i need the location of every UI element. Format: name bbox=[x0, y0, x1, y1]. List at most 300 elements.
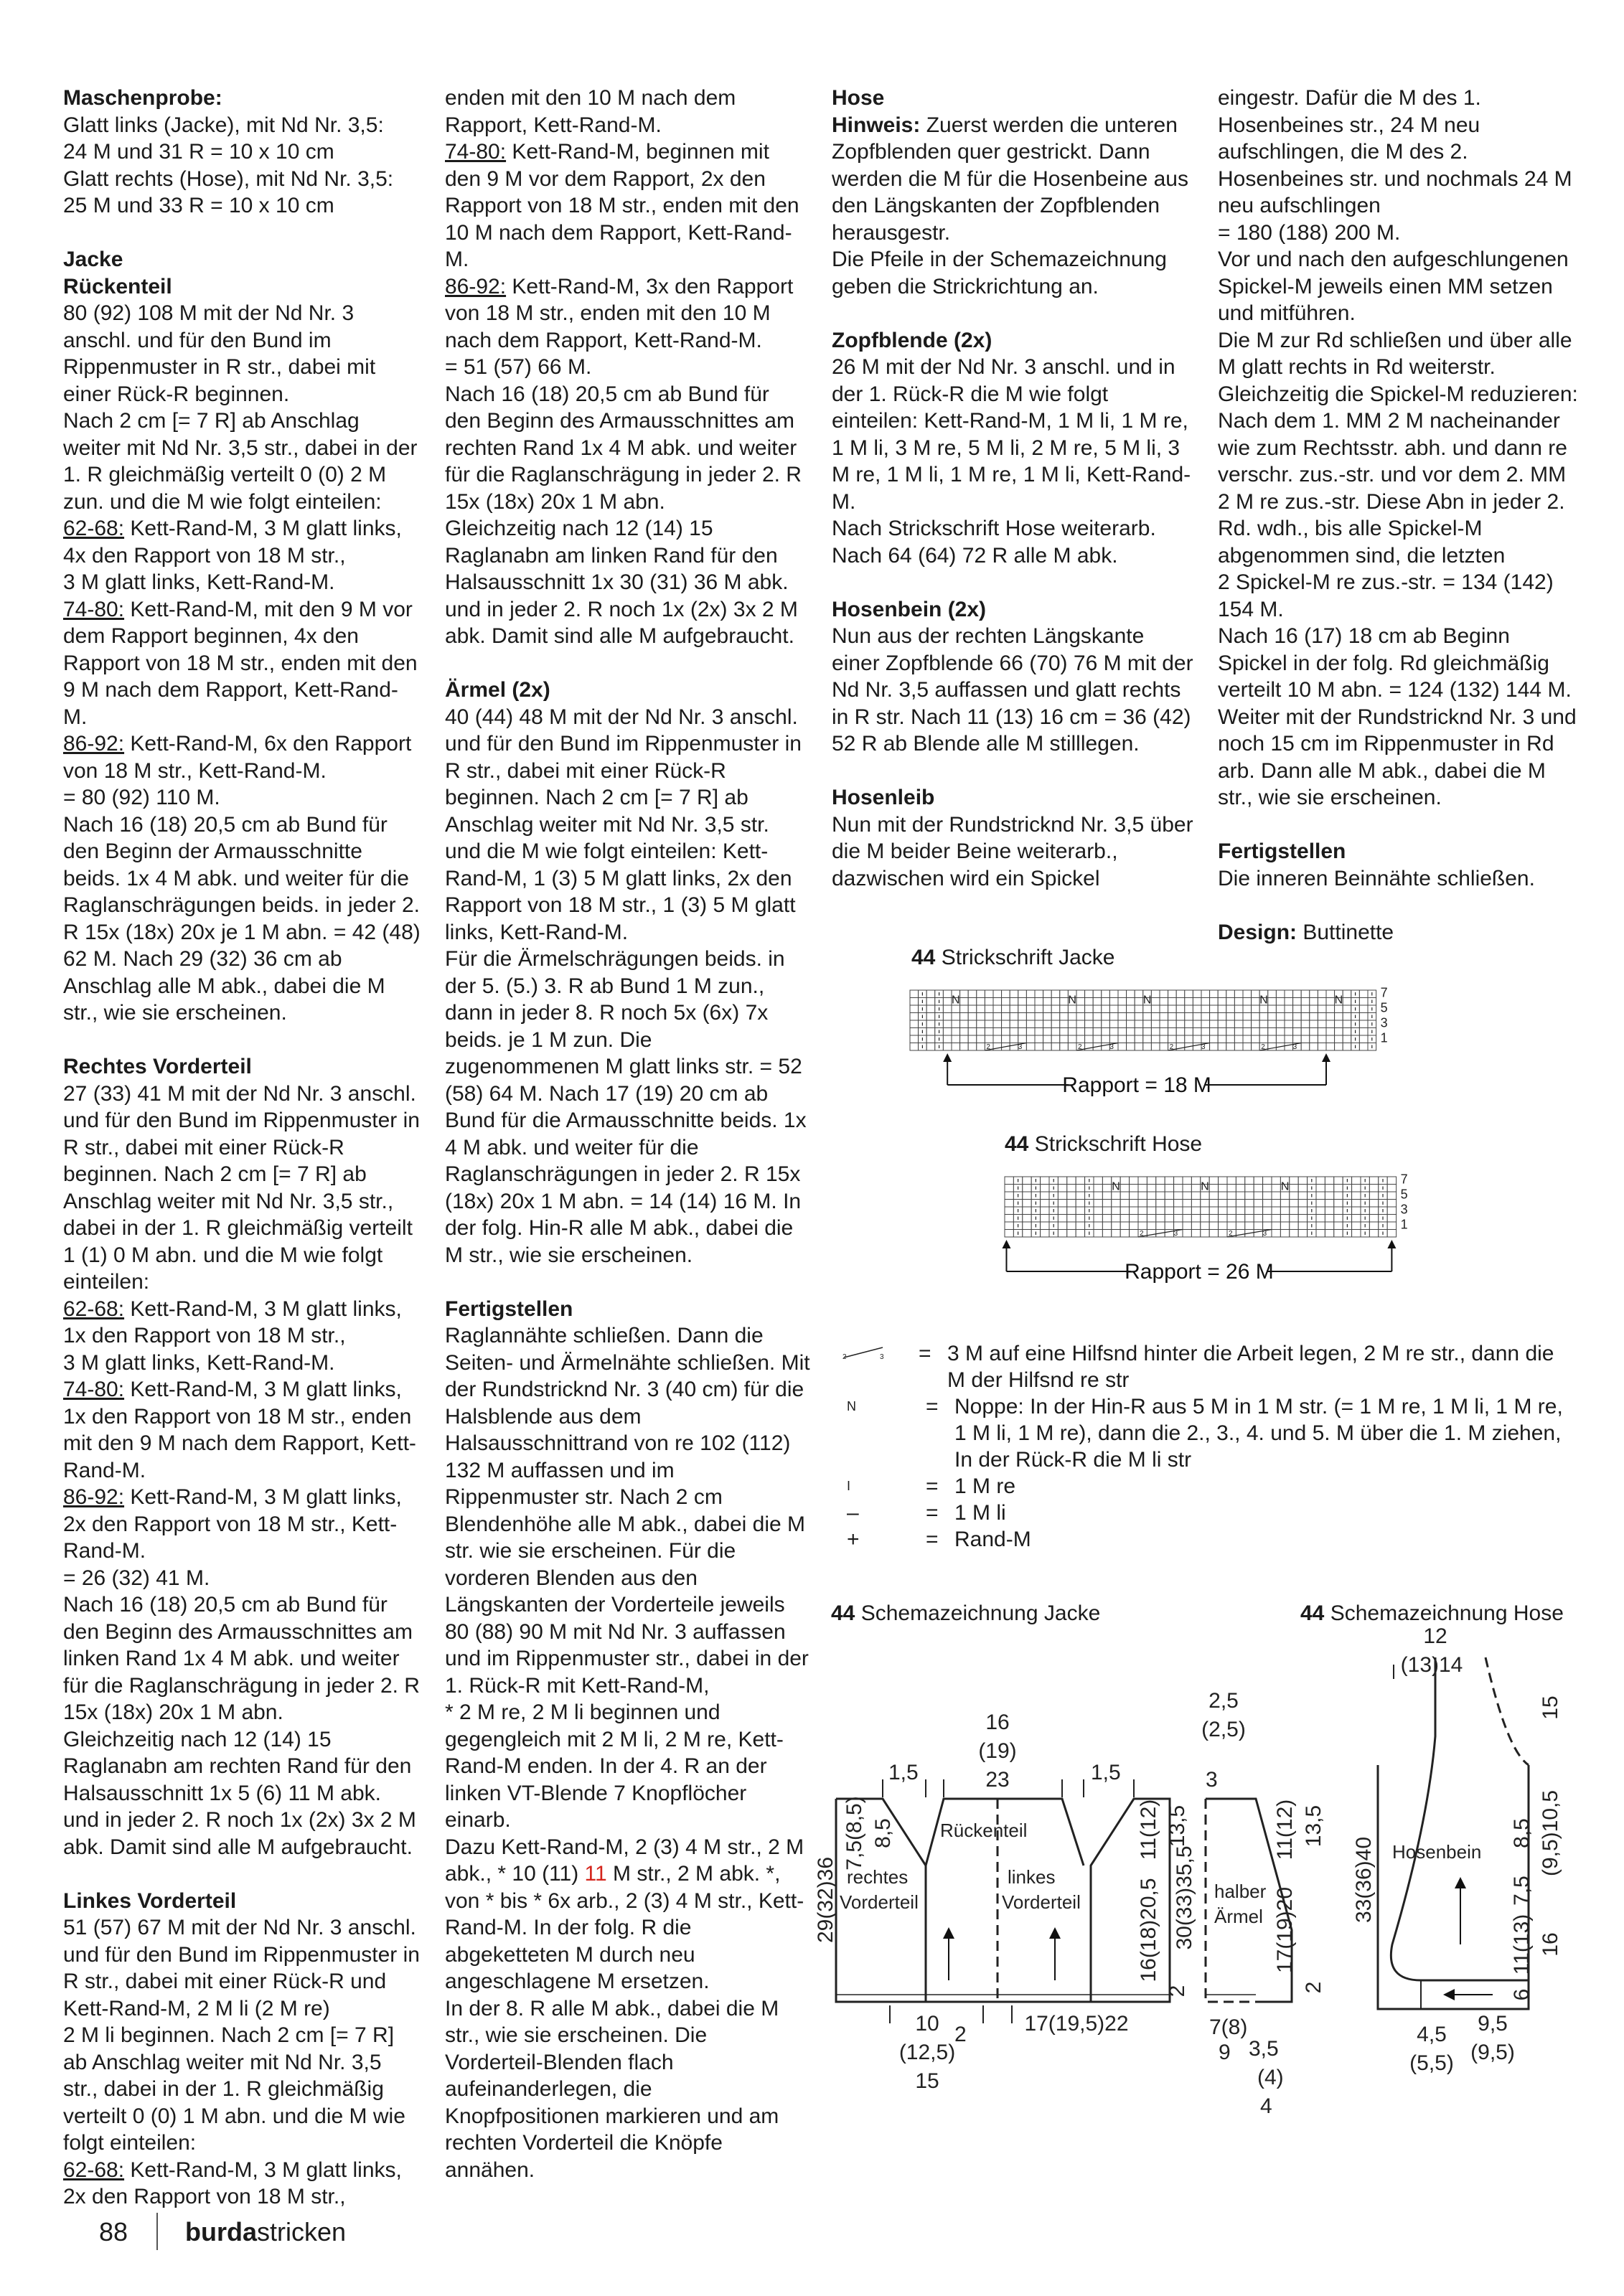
chart-cell bbox=[1094, 1200, 1102, 1208]
chart-cell bbox=[1272, 1230, 1280, 1238]
chart-cell bbox=[1236, 1230, 1244, 1238]
chart-cell bbox=[1243, 990, 1252, 998]
chart-cell bbox=[1102, 1028, 1110, 1036]
dimension-label: (4) bbox=[1257, 2066, 1284, 2089]
chart-cell bbox=[1093, 1005, 1102, 1013]
chart-cell bbox=[1085, 1013, 1094, 1021]
chart-cell bbox=[1218, 1020, 1226, 1028]
chart-cell bbox=[1102, 1185, 1111, 1192]
chart-cell bbox=[1290, 1207, 1298, 1215]
chart-cell bbox=[1147, 1215, 1155, 1223]
chart-cell bbox=[1041, 1207, 1049, 1215]
chart-cell bbox=[1193, 1005, 1201, 1013]
chart-cell bbox=[1209, 1192, 1218, 1200]
chart-cell bbox=[1259, 1028, 1268, 1036]
section-body: Die inneren Beinnähte schließen. bbox=[1218, 866, 1535, 890]
chart-cell bbox=[1263, 1192, 1272, 1200]
chart-cell bbox=[1335, 1028, 1343, 1036]
chart-cell bbox=[1343, 990, 1351, 998]
chart-cell bbox=[1301, 1043, 1310, 1051]
chart-jacke-title: Strickschrift Jacke bbox=[941, 946, 1115, 969]
dimension-label: 23 bbox=[985, 1768, 1010, 1792]
chart-cell bbox=[1183, 1185, 1191, 1192]
chart-cell bbox=[1318, 990, 1326, 998]
chart-cell bbox=[1280, 1192, 1289, 1200]
chart-cell bbox=[1135, 1028, 1143, 1036]
knitting-chart-jacke bbox=[910, 985, 1484, 1105]
section bbox=[445, 85, 811, 650]
noppe-symbol: N bbox=[1259, 994, 1268, 1007]
chart-cell bbox=[1035, 1005, 1043, 1013]
chart-cell bbox=[1176, 998, 1185, 1006]
chart-cell bbox=[1002, 1035, 1010, 1043]
chart-cell bbox=[1109, 1035, 1118, 1043]
chart-cell bbox=[993, 1020, 1002, 1028]
chart-cell bbox=[1290, 1192, 1298, 1200]
chart-cell bbox=[1254, 1192, 1262, 1200]
chart-cell bbox=[1067, 1215, 1076, 1223]
dimension-label: (9,5) bbox=[1470, 2041, 1515, 2064]
chart-cell bbox=[926, 1028, 935, 1036]
chart-cell bbox=[1387, 1177, 1396, 1185]
chart-cell bbox=[1301, 990, 1310, 998]
chart-cell bbox=[1387, 1215, 1396, 1223]
section bbox=[63, 85, 422, 220]
chart-cell bbox=[1076, 1185, 1084, 1192]
leg-outline bbox=[1378, 1765, 1529, 2009]
chart-cell bbox=[1316, 1230, 1325, 1238]
chart-cell bbox=[1176, 1020, 1185, 1028]
chart-cell bbox=[1263, 1185, 1272, 1192]
chart-cell bbox=[1285, 1013, 1293, 1021]
chart-cell bbox=[1387, 1192, 1396, 1200]
cable-label: 3 bbox=[1262, 1230, 1267, 1238]
chart-cell bbox=[1210, 1013, 1219, 1021]
chart-cell bbox=[1093, 1035, 1102, 1043]
chart-cell bbox=[1218, 1043, 1226, 1051]
schematic-jacket bbox=[814, 1643, 1325, 2118]
chart-cell bbox=[1293, 1020, 1302, 1028]
chart-cell bbox=[985, 1005, 993, 1013]
legend-equals: = bbox=[926, 1395, 939, 1418]
page-number: 88 bbox=[99, 2217, 128, 2246]
chart-cell bbox=[1043, 1028, 1052, 1036]
chart-cell bbox=[1005, 1185, 1013, 1192]
chart-cell bbox=[1138, 1215, 1147, 1223]
chart-cell bbox=[1156, 1200, 1165, 1208]
section bbox=[1218, 919, 1584, 946]
chart-cell bbox=[1387, 1207, 1396, 1215]
chart-cell bbox=[968, 998, 977, 1006]
chart-cell bbox=[1185, 1005, 1193, 1013]
chart-cell bbox=[1156, 1177, 1165, 1185]
section-body: 26 M mit der Nd Nr. 3 anschl. und in der 1. Rück-R die M wie folgt einteilen: Kett-Rand-M, 1 M li, 1 M re, 1 M li, 3 M re, 5 M li, 2 M re, 5 M li, 3 M re, 1 M li, 1 M re, 1 M li, Kett-Rand-M. Nach Strickschrift Hose weiterarb. Nach 64 (64) 72 R alle M abk. bbox=[832, 355, 1191, 568]
chart-cell bbox=[1151, 998, 1160, 1006]
chart-cell bbox=[910, 1043, 919, 1051]
chart-cell bbox=[1041, 1192, 1049, 1200]
chart-cell bbox=[1326, 1013, 1335, 1021]
chart-cell bbox=[1325, 1230, 1333, 1238]
chart-cell bbox=[1218, 1028, 1226, 1036]
section-body: Glatt links (Jacke), mit Nd Nr. 3,5: 24 M und 31 R = 10 x 10 cm Glatt rechts (Hose), mit Nd Nr. 3,5: 25 M und 33 R = 10 x 10 cm bbox=[63, 113, 394, 217]
chart-cell bbox=[1310, 990, 1318, 998]
chart-cell bbox=[1041, 1185, 1049, 1192]
chart-cell bbox=[1093, 1013, 1102, 1021]
chart-cell bbox=[1060, 1020, 1069, 1028]
rapport-arrow bbox=[943, 1053, 952, 1062]
chart-cell bbox=[1276, 1020, 1285, 1028]
chart-cell bbox=[1326, 1005, 1335, 1013]
label-linkes-vorderteil: Vorderteil bbox=[1002, 1891, 1081, 1913]
chart-cell bbox=[1174, 1215, 1183, 1223]
chart-cell bbox=[1290, 1230, 1298, 1238]
section-heading: Fertigstellen bbox=[445, 1297, 573, 1321]
footer-divider bbox=[156, 2213, 158, 2250]
chart-cell bbox=[1138, 1185, 1147, 1192]
chart-cell bbox=[1058, 1192, 1066, 1200]
chart-cell bbox=[1245, 1177, 1254, 1185]
chart-cell bbox=[1138, 1200, 1147, 1208]
chart-cell bbox=[1252, 1028, 1260, 1036]
dimension-label: 9,5 bbox=[1478, 2012, 1508, 2036]
chart-cell bbox=[1094, 1207, 1102, 1215]
chart-cell bbox=[1234, 998, 1243, 1006]
chart-cell bbox=[1263, 1222, 1272, 1230]
chart-cell bbox=[1023, 1207, 1031, 1215]
legend-row bbox=[840, 1500, 1572, 1526]
chart-cell bbox=[1151, 1035, 1160, 1043]
chart-cell bbox=[1234, 1005, 1243, 1013]
chart-cell bbox=[1193, 1028, 1201, 1036]
row-label: 7 bbox=[1400, 1172, 1408, 1187]
chart-cell bbox=[1298, 1192, 1307, 1200]
chart-cell bbox=[1218, 1005, 1226, 1013]
legend-text: Rand-M bbox=[954, 1528, 1031, 1551]
chart-cell bbox=[1109, 1005, 1118, 1013]
chart-cell bbox=[1369, 1177, 1378, 1185]
chart-cell bbox=[1143, 1035, 1152, 1043]
chart-cell bbox=[1120, 1192, 1129, 1200]
chart-cell bbox=[1298, 1200, 1307, 1208]
chart-cell bbox=[1326, 1028, 1335, 1036]
chart-cell bbox=[1051, 1005, 1060, 1013]
chart-cell bbox=[1118, 1028, 1127, 1036]
chart-cell bbox=[1298, 1230, 1307, 1238]
legend-text: 1 M re bbox=[954, 1474, 1016, 1498]
dimension-label: (5,5) bbox=[1409, 2051, 1454, 2075]
chart-cell bbox=[1272, 1222, 1280, 1230]
chart-cell bbox=[1352, 1222, 1361, 1230]
chart-cell bbox=[1120, 1230, 1129, 1238]
schema-hose-title: Schemazeichnung Hose bbox=[1330, 1601, 1564, 1625]
chart-cell bbox=[1010, 1020, 1018, 1028]
chart-cell bbox=[1058, 1207, 1066, 1215]
dimension-label: 16 bbox=[1539, 1932, 1562, 1957]
chart-cell bbox=[1318, 1005, 1326, 1013]
chart-cell bbox=[1352, 1185, 1361, 1192]
chart-cell bbox=[1272, 1192, 1280, 1200]
chart-cell bbox=[1227, 1185, 1236, 1192]
row-label: 5 bbox=[1380, 1000, 1388, 1015]
chart-cell bbox=[1174, 1222, 1183, 1230]
chart-cell bbox=[1160, 1028, 1168, 1036]
chart-cell bbox=[1076, 1215, 1084, 1223]
rapport-label: Rapport = 18 M bbox=[1062, 1073, 1211, 1097]
label-halber-aermel: halber bbox=[1214, 1881, 1267, 1902]
chart-cell bbox=[1325, 1192, 1333, 1200]
chart-cell bbox=[1102, 1192, 1111, 1200]
dimension-label: 8,5 bbox=[871, 1818, 895, 1848]
dimension-label: 4 bbox=[1260, 2094, 1272, 2118]
chart-cell bbox=[1276, 1005, 1285, 1013]
chart-cell bbox=[1058, 1230, 1066, 1238]
chart-cell bbox=[1168, 1013, 1177, 1021]
chart-cell bbox=[1035, 998, 1043, 1006]
chart-cell bbox=[1168, 1005, 1177, 1013]
chart-cell bbox=[1290, 1177, 1298, 1185]
chart-cell bbox=[993, 1013, 1002, 1021]
chart-cell bbox=[1201, 1230, 1209, 1238]
chart-cell bbox=[1369, 1200, 1378, 1208]
chart-jacke-number: 44 bbox=[911, 946, 936, 969]
chart-hose-number: 44 bbox=[1005, 1132, 1029, 1156]
legend-row bbox=[840, 1526, 1572, 1553]
chart-cell bbox=[1143, 1013, 1152, 1021]
dimension-label: 29(32)36 bbox=[814, 1856, 837, 1944]
chart-cell bbox=[1236, 1200, 1244, 1208]
chart-cell bbox=[960, 1028, 969, 1036]
chart-cell bbox=[1165, 1230, 1173, 1238]
dimension-label: 11(12) bbox=[1273, 1799, 1297, 1860]
chart-cell bbox=[1051, 998, 1060, 1006]
chart-cell bbox=[1285, 998, 1293, 1006]
chart-cell bbox=[1147, 1230, 1155, 1238]
dimension-label: 2,5 bbox=[1208, 1689, 1239, 1713]
chart-cell bbox=[1316, 1222, 1325, 1230]
chart-cell bbox=[1191, 1222, 1200, 1230]
chart-cell bbox=[1127, 998, 1135, 1006]
chart-cell bbox=[968, 1013, 977, 1021]
section-body: 27 (33) 41 M mit der Nd Nr. 3 anschl. und für den Bund im Rippenmuster in R str., dabei mit einer Rück-R beginnen. Nach 2 cm [= 7 R] ab Anschlag weiter mit Nd Nr. 3,5 str., dabei in der 1. R gleichmäßig verteilt 1 (1) 0 M abn. und die M wie folgt einteilen: 62-68: Kett-Rand-M, 3 M glatt links, 1x den Rapport von 18 M str., 3 M glatt links, Kett-Rand-M. 74-80: Kett-Rand-M, 3 M glatt links, 1x den Rapport von 18 M str., enden mit den 9 M nach dem Rapport, Kett-Rand-M. 86-92: Kett-Rand-M, 3 M glatt links, 2x den Rapport von 18 M str., Kett-Rand-M. = 26 (32) 41 M. Nach 16 (18) 20,5 cm ab Bund für den Beginn des Armausschnittes am linken Rand 1x 4 M abk. und weiter für die Raglanschrägung in jeder 2. R 15x (18x) 20x 1 M abn. Gleichzeitig nach 12 (14) 15 Raglanabn am rechten Rand für den Halsausschnitt 1x 5 (6) 11 M abk. und in jeder 2. R noch 1x (2x) 3x 2 M abk. Damit sind alle M aufgebraucht. bbox=[63, 1081, 420, 1859]
chart-cell bbox=[1301, 1013, 1310, 1021]
dimension-label: 7(8) bbox=[1209, 2015, 1248, 2039]
chart-cell bbox=[1226, 1035, 1235, 1043]
chart-cell bbox=[1127, 1028, 1135, 1036]
chart-cell bbox=[1041, 1215, 1049, 1223]
chart-cell bbox=[1165, 1222, 1173, 1230]
chart-cell bbox=[1298, 1177, 1307, 1185]
chart-cell bbox=[1280, 1222, 1289, 1230]
chart-cell bbox=[1112, 1192, 1120, 1200]
chart-cell bbox=[1118, 1043, 1127, 1051]
chart-cell bbox=[1102, 1177, 1111, 1185]
chart-cell bbox=[1254, 1215, 1262, 1223]
direction-arrow-head bbox=[943, 1927, 954, 1939]
chart-cell bbox=[1138, 1192, 1147, 1200]
chart-cell bbox=[1067, 1222, 1076, 1230]
chart-cell bbox=[1183, 1177, 1191, 1185]
schema-hose-number: 44 bbox=[1300, 1601, 1325, 1625]
chart-cell bbox=[1243, 1020, 1252, 1028]
chart-cell bbox=[1325, 1185, 1333, 1192]
chart-cell bbox=[968, 1035, 977, 1043]
chart-cell bbox=[1218, 998, 1226, 1006]
chart-cell bbox=[977, 1020, 985, 1028]
chart-cell bbox=[1041, 1200, 1049, 1208]
chart-cell bbox=[943, 1028, 952, 1036]
chart-cell bbox=[1151, 1013, 1160, 1021]
chart-cell bbox=[1060, 990, 1069, 998]
chart-cell bbox=[1280, 1207, 1289, 1215]
chart-cell bbox=[1335, 1020, 1343, 1028]
chart-cell bbox=[1165, 1185, 1173, 1192]
chart-cell bbox=[1210, 1028, 1219, 1036]
chart-cell bbox=[1334, 1177, 1343, 1185]
section-body: eingestr. Dafür die M des 1. Hosenbeines str., 24 M neu aufschlingen, die M des 2. Hosenbeines str. und nochmals 24 M neu aufschlingen = 180 (188) 200 M. Vor und nach den aufgeschlungenen Spickel-M jeweils einen MM setzen und mitführen. Die M zur Rd schließen und über alle M glatt rechts in Rd weiterstr. Gleichzeitig die Spickel-M reduzieren: Nach dem 1. MM 2 M nacheinander wie zum Rechtsstr. abh. und dann re verschr. zus.-str. und vor dem 2. MM 2 M re zus.-str. Diese Abn in jeder 2. Rd. wdh., bis alle Spickel-M abgenommen sind, die letzten 2 Spickel-M re zus.-str. = 134 (142) 154 M. Nach 16 (17) 18 cm ab Beginn Spickel in der folg. Rd gleichmäßig verteilt 10 M abn. = 124 (132) 144 M. Weiter mit der Rundstricknd Nr. 3 und noch 15 cm im Rippenmuster in Rd arb. Dann alle M abk., dabei die M str., wie sie erscheinen. bbox=[1218, 86, 1578, 809]
chart-cell bbox=[926, 1020, 935, 1028]
chart-cell bbox=[1094, 1222, 1102, 1230]
chart-cell bbox=[1227, 1192, 1236, 1200]
chart-cell bbox=[1176, 1005, 1185, 1013]
chart-cell bbox=[943, 1043, 952, 1051]
legend-row bbox=[840, 1340, 1572, 1393]
chart-cell bbox=[1068, 1005, 1076, 1013]
chart-cell bbox=[1067, 1207, 1076, 1215]
dimension-label: 2 bbox=[954, 2023, 967, 2046]
chart-cell bbox=[1147, 1185, 1155, 1192]
chart-cell bbox=[943, 998, 952, 1006]
chart-cell bbox=[1245, 1200, 1254, 1208]
section bbox=[63, 1888, 422, 2211]
chart-cell bbox=[1276, 1013, 1285, 1021]
chart-cell bbox=[1156, 1215, 1165, 1223]
chart-cell bbox=[1290, 1200, 1298, 1208]
chart-cell bbox=[1002, 1013, 1010, 1021]
chart-cell bbox=[1290, 1215, 1298, 1223]
chart-cell bbox=[1193, 1043, 1201, 1051]
text-column-3 bbox=[832, 85, 1198, 892]
label-rueckenteil: Rückenteil bbox=[940, 1820, 1028, 1841]
chart-cell bbox=[1147, 1222, 1155, 1230]
chart-cell bbox=[1316, 1200, 1325, 1208]
chart-cell bbox=[1236, 1177, 1244, 1185]
chart-cell bbox=[1191, 1207, 1200, 1215]
chart-cell bbox=[1201, 1005, 1210, 1013]
chart-jacke-caption bbox=[911, 946, 1114, 970]
chart-cell bbox=[1076, 1020, 1085, 1028]
chart-cell bbox=[1183, 1222, 1191, 1230]
label-halber-aermel: Ärmel bbox=[1214, 1906, 1263, 1927]
chart-cell bbox=[1058, 1177, 1066, 1185]
dimension-label: 4,5 bbox=[1417, 2023, 1447, 2046]
chart-cell bbox=[1160, 1005, 1168, 1013]
chart-cell bbox=[1185, 1028, 1193, 1036]
chart-cell bbox=[1026, 998, 1035, 1006]
noppe-symbol: N bbox=[1334, 994, 1343, 1007]
chart-cell bbox=[926, 1013, 935, 1021]
chart-cell bbox=[1085, 990, 1094, 998]
chart-cell bbox=[1285, 1005, 1293, 1013]
chart-cell bbox=[1102, 1020, 1110, 1028]
chart-cell bbox=[1245, 1222, 1254, 1230]
chart-cell bbox=[1268, 1028, 1277, 1036]
row-label: 7 bbox=[1380, 985, 1388, 1000]
chart-cell bbox=[1243, 1005, 1252, 1013]
chart-cell bbox=[1176, 1043, 1185, 1051]
chart-cell bbox=[1359, 1005, 1368, 1013]
chart-cell bbox=[1316, 1177, 1325, 1185]
chart-cell bbox=[1243, 1013, 1252, 1021]
chart-cell bbox=[1102, 1230, 1111, 1238]
dimension-label: 15 bbox=[1539, 1695, 1562, 1720]
chart-cell bbox=[1102, 1222, 1111, 1230]
chart-legend bbox=[840, 1340, 1572, 1553]
chart-cell bbox=[1210, 1043, 1219, 1051]
chart-cell bbox=[1252, 1013, 1260, 1021]
section bbox=[832, 85, 1198, 300]
chart-cell bbox=[1118, 1020, 1127, 1028]
chart-cell bbox=[1060, 998, 1069, 1006]
direction-arrow-head bbox=[1455, 1877, 1466, 1888]
chart-cell bbox=[1219, 1215, 1227, 1223]
chart-cell bbox=[977, 1028, 985, 1036]
label-rechtes-vorderteil: rechtes bbox=[847, 1866, 909, 1888]
chart-cell bbox=[960, 1043, 969, 1051]
chart-cell bbox=[1359, 990, 1368, 998]
chart-cell bbox=[1209, 1230, 1218, 1238]
chart-cell bbox=[1252, 1020, 1260, 1028]
legend-row bbox=[840, 1393, 1572, 1473]
chart-cell bbox=[1043, 1005, 1052, 1013]
chart-cell bbox=[1310, 1013, 1318, 1021]
chart-cell bbox=[1352, 1177, 1361, 1185]
chart-cell bbox=[1109, 1020, 1118, 1028]
chart-cell bbox=[1318, 998, 1326, 1006]
chart-cell bbox=[1023, 1200, 1031, 1208]
chart-cell bbox=[1325, 1177, 1333, 1185]
section-heading: Hosenleib bbox=[832, 786, 935, 809]
chart-cell bbox=[1018, 1013, 1027, 1021]
noppe-symbol: N bbox=[1201, 1180, 1209, 1193]
chart-cell bbox=[1290, 1185, 1298, 1192]
chart-cell bbox=[1310, 998, 1318, 1006]
chart-cell bbox=[1094, 1177, 1102, 1185]
chart-cell bbox=[1316, 1185, 1325, 1192]
chart-cell bbox=[1301, 1028, 1310, 1036]
chart-cell bbox=[1076, 1207, 1084, 1215]
chart-cell bbox=[1018, 1020, 1027, 1028]
chart-cell bbox=[960, 998, 969, 1006]
chart-cell bbox=[1218, 1035, 1226, 1043]
chart-cell bbox=[1325, 1207, 1333, 1215]
section bbox=[1218, 85, 1584, 811]
chart-cell bbox=[1060, 1035, 1069, 1043]
chart-cell bbox=[1151, 990, 1160, 998]
section-body: 40 (44) 48 M mit der Nd Nr. 3 anschl. und für den Bund im Rippenmuster in R str., dabei mit einer Rück-R beginnen. Nach 2 cm [= 7 R] ab Anschlag weiter mit Nd Nr. 3,5 str. und die M wie folgt einteilen: Kett-Rand-M, 1 (3) 5 M glatt links, 2x den Rapport von 18 M str., 1 (3) 5 M glatt links, Kett-Rand-M. Für die Ärmelschrägungen beids. in der 5. (5.) 3. R ab Bund 1 M zun., dann in jeder 8. R noch 5x (6x) 7x beids. je 1 M zun. Die zugenommenen M glatt links str. = 52 (58) 64 M. Nach 17 (19) 20 cm ab Bund für die Armausschnitte beids. 1x 4 M abk. und weiter für die Raglanschrägungen in jeder 2. R 15x (18x) 20x 1 M abn. = 14 (14) 16 M. In der folg. Hin-R alle M abk., dabei die M str., wie sie erscheinen. bbox=[445, 705, 807, 1267]
chart-cell bbox=[1026, 1005, 1035, 1013]
chart-cell bbox=[1168, 1020, 1177, 1028]
chart-cell bbox=[1176, 1035, 1185, 1043]
chart-cell bbox=[960, 990, 969, 998]
chart-cell bbox=[1156, 1192, 1165, 1200]
chart-cell bbox=[1005, 1215, 1013, 1223]
chart-cell bbox=[1268, 1020, 1277, 1028]
chart-cell bbox=[968, 1028, 977, 1036]
chart-cell bbox=[1218, 1013, 1226, 1021]
chart-cell bbox=[1280, 1215, 1289, 1223]
chart-cell bbox=[968, 1020, 977, 1028]
chart-cell bbox=[1176, 1013, 1185, 1021]
